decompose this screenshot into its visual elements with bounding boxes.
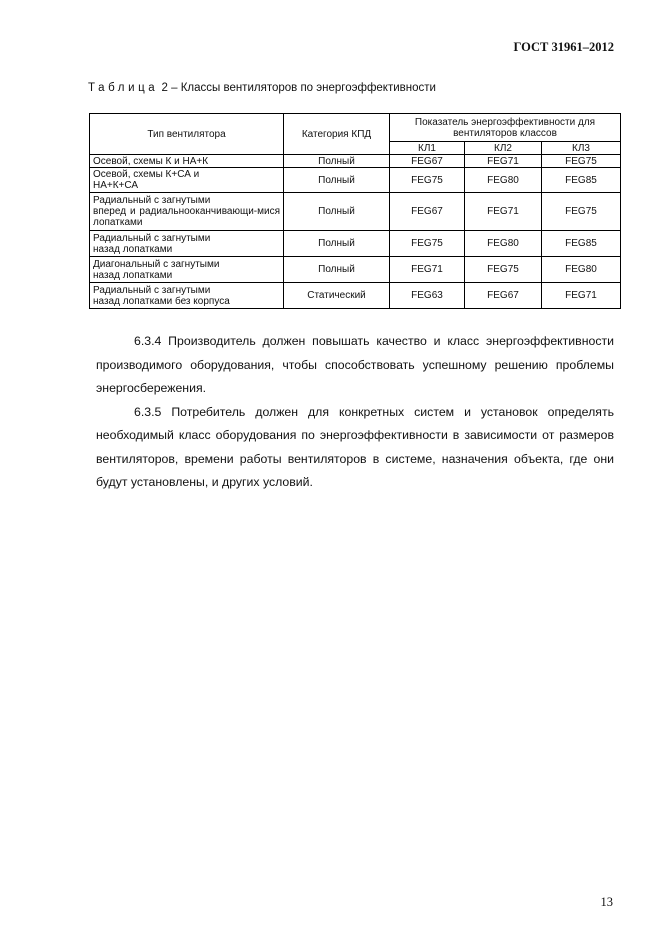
table-row [90, 168, 621, 193]
category-cell: Статический [284, 283, 390, 309]
fan-type-head: Радиальный с загнутыми [93, 195, 211, 206]
table-caption [88, 82, 436, 94]
fan-type-tail: назад лопатками без корпуса [93, 295, 230, 307]
body-text [96, 330, 614, 495]
fan-type-head: Диагональный с загнутыми [93, 258, 220, 270]
category-cell: Полный [284, 155, 390, 168]
class-2-cell: FEG67 [465, 283, 542, 309]
table-caption-title: – Классы вентиляторов по энергоэффективности [167, 82, 436, 94]
table-header-row [90, 114, 621, 142]
category-cell: Полный [284, 193, 390, 231]
class-3-cell: FEG85 [542, 168, 621, 193]
class-1-cell: FEG75 [390, 231, 465, 257]
class-3-cell: FEG75 [542, 155, 621, 168]
fan-type-cell [90, 231, 284, 257]
class-1-cell: FEG67 [390, 155, 465, 168]
fan-type-head: Осевой, схемы К+СА и [93, 169, 200, 180]
class-3-cell: FEG80 [542, 257, 621, 283]
fan-type-tail: назад лопатками [93, 243, 173, 255]
fan-type-cell [90, 257, 284, 283]
class-2-cell: FEG71 [465, 193, 542, 231]
class-2-cell: FEG71 [465, 155, 542, 168]
fan-type-cell [90, 283, 284, 309]
fan-type-tail: НА+К+СА [93, 180, 139, 191]
class-1-cell: FEG63 [390, 283, 465, 309]
class-3-cell: FEG85 [542, 231, 621, 257]
table-row [90, 257, 621, 283]
category-cell: Полный [284, 257, 390, 283]
header-class-3: КЛ3 [542, 142, 621, 155]
category-cell: Полный [284, 168, 390, 193]
paragraph-6-3-4: 6.3.4 Производитель должен повышать качество и класс энергоэффективности производимого оборудования, чтобы способствовать успешному решению проблемы энергосбережения. [96, 334, 614, 395]
class-2-cell: FEG75 [465, 257, 542, 283]
fan-type-tail: вперед и радиальнооканчивающи-мися лопатками [93, 206, 280, 228]
class-2-cell: FEG80 [465, 231, 542, 257]
table-caption-word: Таблица [88, 82, 159, 94]
class-1-cell: FEG67 [390, 193, 465, 231]
fan-type-head: Радиальный с загнутыми [93, 232, 211, 244]
class-1-cell: FEG71 [390, 257, 465, 283]
paragraph-6-3-5: 6.3.5 Потребитель должен для конкретных систем и установок определять необходимый класс оборудования по энергоэффективности в зависимости от размеров вентиляторов, времени работы вентиляторов в системе, назначения объекта, где они будут установлены, и других условий. [96, 404, 614, 489]
page-number: 13 [600, 895, 613, 909]
standard-number: ГОСТ 31961–2012 [513, 40, 614, 54]
class-1-cell: FEG75 [390, 168, 465, 193]
table-row [90, 193, 621, 231]
table-row [90, 283, 621, 309]
table-row [90, 155, 621, 168]
header-efficiency-category: Категория КПД [284, 114, 390, 155]
header-class-2: КЛ2 [465, 142, 542, 155]
fan-type-tail: назад лопатками [93, 269, 173, 281]
table-caption-number: 2 [161, 82, 168, 94]
table-row [90, 231, 621, 257]
fan-type-head: Осевой, схемы К и НА+К [93, 155, 209, 167]
header-fan-type: Тип вентилятора [90, 114, 284, 155]
header-class-1: КЛ1 [390, 142, 465, 155]
fan-type-head: Радиальный с загнутыми [93, 284, 211, 296]
fan-type-cell [90, 193, 284, 231]
class-2-cell: FEG80 [465, 168, 542, 193]
category-cell: Полный [284, 231, 390, 257]
class-3-cell: FEG71 [542, 283, 621, 309]
header-efficiency-indicator: Показатель энергоэффективности для вентиляторов классов [390, 114, 621, 142]
class-3-cell: FEG75 [542, 193, 621, 231]
fan-type-cell [90, 155, 284, 168]
efficiency-classes-table [89, 113, 621, 309]
fan-type-cell [90, 168, 284, 193]
